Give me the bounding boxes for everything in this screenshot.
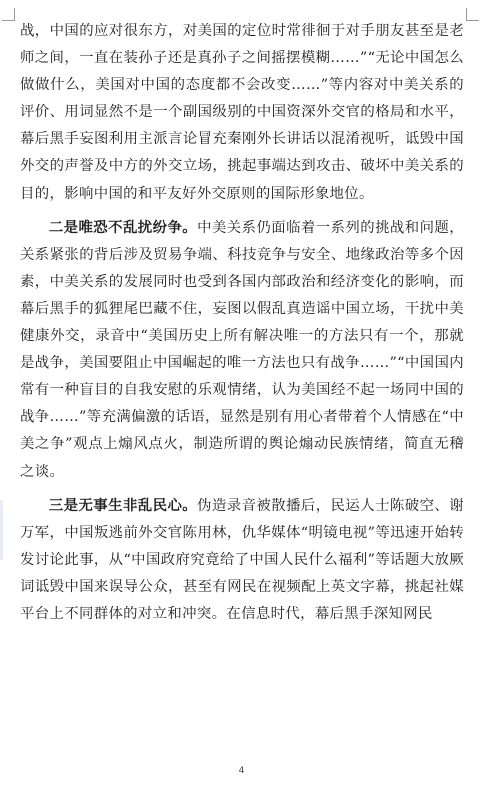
paragraph-text: 伪造录音被散播后，民运人士陈破空、谢万军，中国叛逃前外交官陈用林，仇华媒体“明镜电视”等迅速开始转发讨论此事，从“中国政府究竟给了中国人民什么福利”等话题大放厥词诋毁中国来误导公众，甚至有网民在视频配上英文字幕，挑起社媒平台上不同群体的对立和冲突。在信息时代，幕后黑手深知网民 xyxy=(20,497,464,622)
crop-mark-top-right xyxy=(466,8,479,21)
page-number: 4 xyxy=(238,766,245,776)
paragraph-lead-heading: 二是唯恐不乱扰纷争。 xyxy=(48,218,198,236)
paragraph-continued xyxy=(20,18,464,208)
body-text xyxy=(20,18,464,628)
side-margin-mark xyxy=(0,500,3,560)
paragraph-point-three xyxy=(20,492,464,628)
paragraph-text: 战，中国的应对很东方，对美国的定位时常徘徊于对手朋友甚至是老师之间，一直在装孙子还是真孙子之间摇摆模糊……”“无论中国怎么做做什么，美国对中国的态度都不会改变……”等内容对中美关系的评价、用词显然不是一个副国级别的中国资深外交官的格局和水平，幕后黑手妄图利用主派言论冒充秦刚外长讲话以混淆视听，诋毁中国外交的声誉及中方的外交立场，挑起事端达到攻击、破坏中美关系的目的，影响中国的和平友好外交原则的国际形象地位。 xyxy=(20,23,464,202)
paragraph-text: 中美关系仍面临着一系列的挑战和问题，关系紧张的背后涉及贸易争端、科技竞争与安全、地缘政治等多个因素，中美关系的发展同时也受到各国内部政治和经济变化的影响，而幕后黑手的狐狸尾巴藏不住，妄图以假乱真造谣中国立场，干扰中美健康外交，录音中“美国历史上所有解决唯一的方法只有一个，那就是战争，美国要阻止中国崛起的唯一方法也只有战争……”“中国国内常有一种盲目的自我安慰的乐观情绪，认为美国经不起一场同中国的战争……”等充满偏激的话语，显然是别有用心者带着个人情感在“中美之争”观点上煽风点火，制造所谓的舆论煽动民族情绪，简直无稽之谈。 xyxy=(20,219,464,480)
paragraph-point-two xyxy=(20,214,464,486)
paragraph-lead-heading: 三是无事生非乱民心。 xyxy=(48,496,198,514)
crop-mark-top-left xyxy=(2,8,15,21)
